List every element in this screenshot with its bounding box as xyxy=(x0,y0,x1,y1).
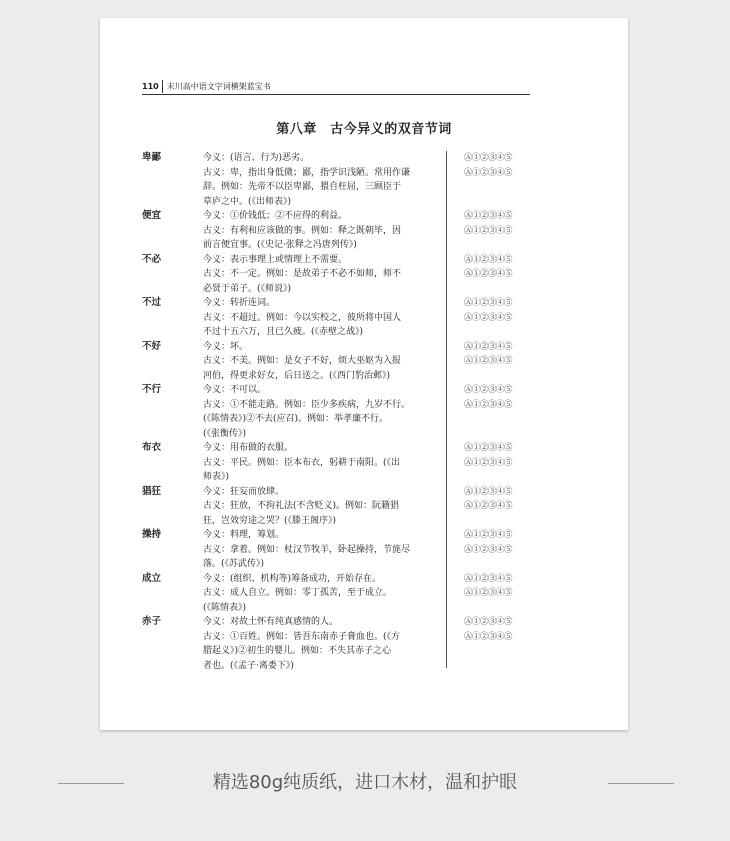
answer-group xyxy=(464,485,544,529)
definition-line: 古义：平民。例如：臣本布衣，躬耕于南阳。(《出 xyxy=(203,457,401,468)
definition-line: 古义：成人自立。例如：零丁孤苦，至于成立。 xyxy=(203,588,393,598)
answer-group xyxy=(464,253,544,297)
answer-options[interactable]: Ⓐ①②③④⑤ xyxy=(464,153,513,163)
definition-line: 古义：不美。例如：是女子不好，烦大巫妪为入报 xyxy=(203,356,402,366)
definition-line: 前言便宜事。(《史记·张释之冯唐列传》) xyxy=(203,240,357,250)
entry-term: 成立 xyxy=(142,572,162,584)
entry-definitions xyxy=(203,296,425,340)
definition-line: 师表》) xyxy=(203,472,230,482)
definition-line: 今义：料理，筹划。 xyxy=(203,530,285,540)
definition-line: 今义：坏。 xyxy=(203,341,249,352)
entry-term: 操持 xyxy=(142,529,162,540)
entry-term: 猖狂 xyxy=(142,485,162,497)
definition-line: 狂，岂效穷途之哭？(《滕王阁序》) xyxy=(203,515,337,526)
book-page xyxy=(100,18,628,730)
entry-definitions xyxy=(203,209,425,253)
definition-line: 今义：狂妄而放肆。 xyxy=(203,486,285,497)
answer-options[interactable]: Ⓐ①②③④⑤ xyxy=(464,530,513,540)
definition-line: 草庐之中。(《出师表》) xyxy=(203,196,292,207)
answer-options[interactable]: Ⓐ①②③④⑤ xyxy=(464,356,513,366)
definition-line: 古义：卑，指出身低微；鄙，指学识浅陋。常用作谦 xyxy=(203,167,411,178)
definition-line: 必贤于弟子。(《师说》) xyxy=(203,283,292,294)
answer-options[interactable]: Ⓐ①②③④⑤ xyxy=(464,501,513,511)
column-divider xyxy=(446,151,447,668)
definition-line: 古义：不超过。例如：今以实校之，彼所将中国人 xyxy=(203,312,402,323)
book-title: 末川高中语文字词横架蓝宝书 xyxy=(166,82,271,91)
answer-options[interactable]: Ⓐ①②③④⑤ xyxy=(464,254,513,265)
entry-term: 卑鄙 xyxy=(142,152,162,163)
entry-term: 赤子 xyxy=(142,616,162,627)
definition-line: 今义：(组织、机构等)筹备成功，开始存在。 xyxy=(203,573,382,584)
answer-options[interactable]: Ⓐ①②③④⑤ xyxy=(464,544,513,555)
definition-line: 今义：对故土怀有纯真感情的人。 xyxy=(203,617,339,627)
answer-options[interactable]: Ⓐ①②③④⑤ xyxy=(464,573,513,584)
definition-line: 古义：①不能走路。例如：臣少多疾病，九岁不行。 xyxy=(203,399,411,410)
entry-definitions xyxy=(203,572,425,616)
caption-rule-right xyxy=(608,783,674,784)
answer-group xyxy=(464,441,544,485)
definition-line: 古义：拿着。例如：杖汉节牧羊，卧起操持，节旄尽 xyxy=(203,544,411,555)
answer-options[interactable]: Ⓐ①②③④⑤ xyxy=(464,617,513,627)
definition-line: 古义：不一定。例如：是故弟子不必不如师，师不 xyxy=(203,269,402,279)
answer-options[interactable]: Ⓐ①②③④⑤ xyxy=(464,443,513,453)
chapter-title: 第八章 古今异义的双音节词 xyxy=(276,122,452,137)
entry xyxy=(142,151,442,209)
definition-line: 不过十五六万，且已久疲。(《赤壁之战》) xyxy=(203,327,364,337)
answer-options[interactable]: Ⓐ①②③④⑤ xyxy=(464,631,513,642)
entry-list xyxy=(142,151,442,673)
definition-line: 今义：不可以。 xyxy=(203,385,267,395)
answer-options[interactable]: Ⓐ①②③④⑤ xyxy=(464,298,513,308)
definition-line: 古义：①百姓。例如：皆吾东南赤子膏血也。(《方 xyxy=(203,631,401,642)
entry-definitions xyxy=(203,615,425,673)
entry-definitions xyxy=(203,383,425,441)
entry-definitions xyxy=(203,151,425,209)
answer-group xyxy=(464,615,544,673)
entry-term: 便宜 xyxy=(142,210,162,221)
definition-line: 者也。(《孟子·离娄下》) xyxy=(203,660,294,671)
definition-line: 今义：用布做的衣服。 xyxy=(203,443,294,453)
definition-line: 河伯，得更求好女，后日送之。(《西门豹治邺》) xyxy=(203,370,391,381)
definition-line: 辞。例如：先帝不以臣卑鄙，猥自枉屈，三顾臣于 xyxy=(203,182,402,192)
running-header xyxy=(142,80,530,95)
answer-column xyxy=(464,151,544,673)
answer-group xyxy=(464,383,544,441)
entry xyxy=(142,253,442,297)
answer-options[interactable]: Ⓐ①②③④⑤ xyxy=(464,457,513,468)
definition-line: 今义：(语言、行为)恶劣。 xyxy=(203,153,310,163)
entry-term: 不好 xyxy=(142,340,162,352)
answer-group xyxy=(464,572,544,616)
answer-group xyxy=(464,209,544,253)
entry-definitions xyxy=(203,485,425,529)
entry-term: 不过 xyxy=(142,297,162,308)
answer-group xyxy=(464,340,544,384)
entry xyxy=(142,383,442,441)
definition-line: 今义：表示事理上或情理上不需要。 xyxy=(203,254,348,265)
answer-options[interactable]: Ⓐ①②③④⑤ xyxy=(464,341,513,352)
entry xyxy=(142,340,442,384)
definition-line: 古义：有利和应该做的事。例如：释之既朝毕，因 xyxy=(203,225,402,236)
entry-definitions xyxy=(203,253,425,297)
entry xyxy=(142,485,442,529)
definition-line: 今义：转折连词。 xyxy=(203,298,276,308)
page-number: 110 xyxy=(142,80,163,93)
answer-options[interactable]: Ⓐ①②③④⑤ xyxy=(464,399,513,410)
answer-options[interactable]: Ⓐ①②③④⑤ xyxy=(464,486,513,497)
entry xyxy=(142,296,442,340)
definition-line: (《陈情表》) xyxy=(203,602,247,613)
entry xyxy=(142,209,442,253)
entry-definitions xyxy=(203,340,425,384)
answer-options[interactable]: Ⓐ①②③④⑤ xyxy=(464,269,513,279)
answer-group xyxy=(464,296,544,340)
entry xyxy=(142,528,442,572)
answer-options[interactable]: Ⓐ①②③④⑤ xyxy=(464,211,513,221)
entry xyxy=(142,441,442,485)
product-caption: 精选80g纯质纸，进口木材，温和护眼 xyxy=(212,772,518,793)
definition-line: 腊起义》)②初生的婴儿。例如：不失其赤子之心 xyxy=(203,646,392,656)
definition-line: 落。(《苏武传》) xyxy=(203,559,265,569)
entry-term: 布衣 xyxy=(142,442,162,453)
entry-definitions xyxy=(203,441,425,485)
answer-options[interactable]: Ⓐ①②③④⑤ xyxy=(464,588,513,598)
entry-term: 不必 xyxy=(142,253,162,265)
answer-options[interactable]: Ⓐ①②③④⑤ xyxy=(464,312,513,323)
definition-line: 古义：狂放，不拘礼法(不含贬义)。例如：阮籍猖 xyxy=(203,501,400,511)
entry-definitions xyxy=(203,528,425,572)
definition-line: 今义：①价钱低；②不应得的利益。 xyxy=(203,211,348,221)
answer-options[interactable]: Ⓐ①②③④⑤ xyxy=(464,225,513,236)
definition-line: (《张衡传》) xyxy=(203,428,247,439)
answer-group xyxy=(464,151,544,209)
definition-line: (《陈情表》)②不去(应召)。例如：举孝廉不行。 xyxy=(203,414,389,424)
entry xyxy=(142,572,442,616)
answer-options[interactable]: Ⓐ①②③④⑤ xyxy=(464,385,513,395)
entry-term: 不行 xyxy=(142,384,162,395)
answer-options[interactable]: Ⓐ①②③④⑤ xyxy=(464,167,513,178)
answer-group xyxy=(464,528,544,572)
entry xyxy=(142,615,442,673)
